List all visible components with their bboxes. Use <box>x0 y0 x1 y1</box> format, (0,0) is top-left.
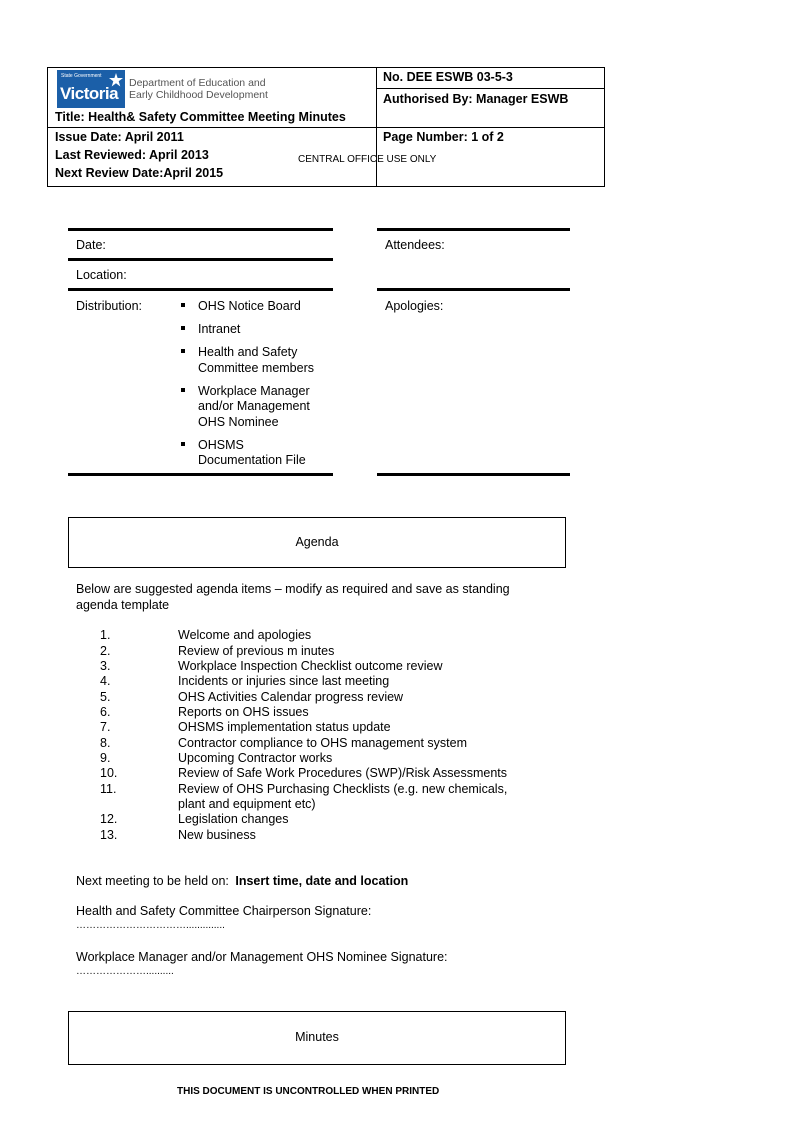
agenda-intro-line-2: agenda template <box>76 598 170 612</box>
distribution-item-cont: Documentation File <box>198 453 306 467</box>
table-rule-location <box>68 288 333 291</box>
distribution-item: OHSMS <box>198 438 244 452</box>
table-rule-top-left <box>68 228 333 231</box>
agenda-item-number: 7. <box>100 720 111 734</box>
agenda-item-number: 3. <box>100 659 111 673</box>
agenda-item: New business <box>178 828 256 842</box>
agenda-item-number: 1. <box>100 628 111 642</box>
next-review-date: Next Review Date:April 2015 <box>55 166 224 180</box>
chairperson-signature-line: …………………………….............. <box>76 920 225 931</box>
agenda-item: Upcoming Contractor works <box>178 751 333 765</box>
distribution-item: Workplace Manager <box>198 384 310 398</box>
distribution-item-cont: and/or Management <box>198 399 310 413</box>
agenda-item-number: 5. <box>100 690 111 704</box>
bullet-icon <box>181 388 185 392</box>
agenda-item: Welcome and apologies <box>178 628 312 642</box>
minutes-heading-box <box>68 1011 566 1065</box>
manager-signature-line: ………………….......... <box>76 966 174 977</box>
uncontrolled-footer: THIS DOCUMENT IS UNCONTROLLED WHEN PRINTED <box>177 1086 440 1097</box>
agenda-item-number: 13. <box>100 828 118 842</box>
agenda-item: Review of Safe Work Procedures (SWP)/Risk Assessments <box>178 766 508 780</box>
bullet-icon <box>181 303 185 307</box>
logo-state-government: State Government <box>61 73 102 79</box>
logo-emblem <box>57 70 125 108</box>
distribution-item-cont: OHS Nominee <box>198 415 279 429</box>
agenda-item: Review of OHS Purchasing Checklists (e.g. new chemicals, <box>178 782 508 796</box>
next-meeting-value: Insert time, date and location <box>235 874 409 888</box>
distribution-label: Distribution: <box>76 299 142 313</box>
table-rule-bottom-left <box>68 473 333 476</box>
agenda-item: OHSMS implementation status update <box>178 720 391 734</box>
next-meeting-label: Next meeting to be held on: <box>76 874 229 888</box>
logo-victoria: Victoria <box>60 84 119 103</box>
location-label: Location: <box>76 268 127 282</box>
document-number: No. DEE ESWB 03-5-3 <box>383 70 513 84</box>
document-title: Title: Health& Safety Committee Meeting Minutes <box>55 110 346 124</box>
agenda-item-number: 12. <box>100 812 118 826</box>
agenda-item-number: 6. <box>100 705 111 719</box>
agenda-item: OHS Activities Calendar progress review <box>178 690 404 704</box>
header-divider-horizontal <box>48 127 604 128</box>
table-rule-date <box>68 258 333 261</box>
chairperson-signature-label: Health and Safety Committee Chairperson Signature: <box>76 904 372 918</box>
agenda-item: Review of previous m inutes <box>178 644 335 658</box>
bullet-icon <box>181 349 185 353</box>
next-meeting <box>76 874 408 888</box>
victoria-government-logo <box>57 70 267 110</box>
star-icon <box>109 73 123 87</box>
agenda-heading: Agenda <box>295 535 339 549</box>
agenda-item: Incidents or injuries since last meeting <box>178 674 390 688</box>
table-rule-attendees <box>377 288 570 291</box>
issue-date: Issue Date: April 2011 <box>55 130 184 144</box>
agenda-item-number: 9. <box>100 751 111 765</box>
logo-department-text <box>129 77 268 101</box>
agenda-item-number: 10. <box>100 766 118 780</box>
date-label: Date: <box>76 238 106 252</box>
agenda-item-number: 11. <box>100 782 117 796</box>
document-header <box>47 67 605 187</box>
department-line-2: Early Childhood Development <box>129 89 268 101</box>
header-divider-right <box>376 88 604 89</box>
manager-signature-label: Workplace Manager and/or Management OHS Nominee Signature: <box>76 950 448 964</box>
distribution-item-cont: Committee members <box>198 361 314 375</box>
page-number: Page Number: 1 of 2 <box>383 130 504 144</box>
apologies-label: Apologies: <box>385 299 444 313</box>
minutes-heading: Minutes <box>295 1030 339 1044</box>
last-reviewed: Last Reviewed: April 2013 <box>55 148 209 162</box>
agenda-item: Legislation changes <box>178 812 289 826</box>
distribution-item: Health and Safety <box>198 345 298 359</box>
central-office-note: CENTRAL OFFICE USE ONLY <box>298 154 437 165</box>
table-rule-top-right <box>377 228 570 231</box>
agenda-item: Contractor compliance to OHS management system <box>178 736 468 750</box>
agenda-item-number: 2. <box>100 644 111 658</box>
table-rule-bottom-right <box>377 473 570 476</box>
agenda-item: Reports on OHS issues <box>178 705 309 719</box>
distribution-item: Intranet <box>198 322 241 336</box>
agenda-heading-box <box>68 517 566 568</box>
agenda-item: Workplace Inspection Checklist outcome review <box>178 659 443 673</box>
agenda-item-number: 8. <box>100 736 111 750</box>
authorised-by: Authorised By: Manager ESWB <box>383 92 569 106</box>
distribution-item: OHS Notice Board <box>198 299 301 313</box>
agenda-item-number: 4. <box>100 674 111 688</box>
attendees-label: Attendees: <box>385 238 445 252</box>
agenda-item-cont: plant and equipment etc) <box>178 797 316 811</box>
bullet-icon <box>181 326 185 330</box>
department-line-1: Department of Education and <box>129 77 266 89</box>
agenda-intro-line-1: Below are suggested agenda items – modify as required and save as standing <box>76 582 510 596</box>
bullet-icon <box>181 442 185 446</box>
